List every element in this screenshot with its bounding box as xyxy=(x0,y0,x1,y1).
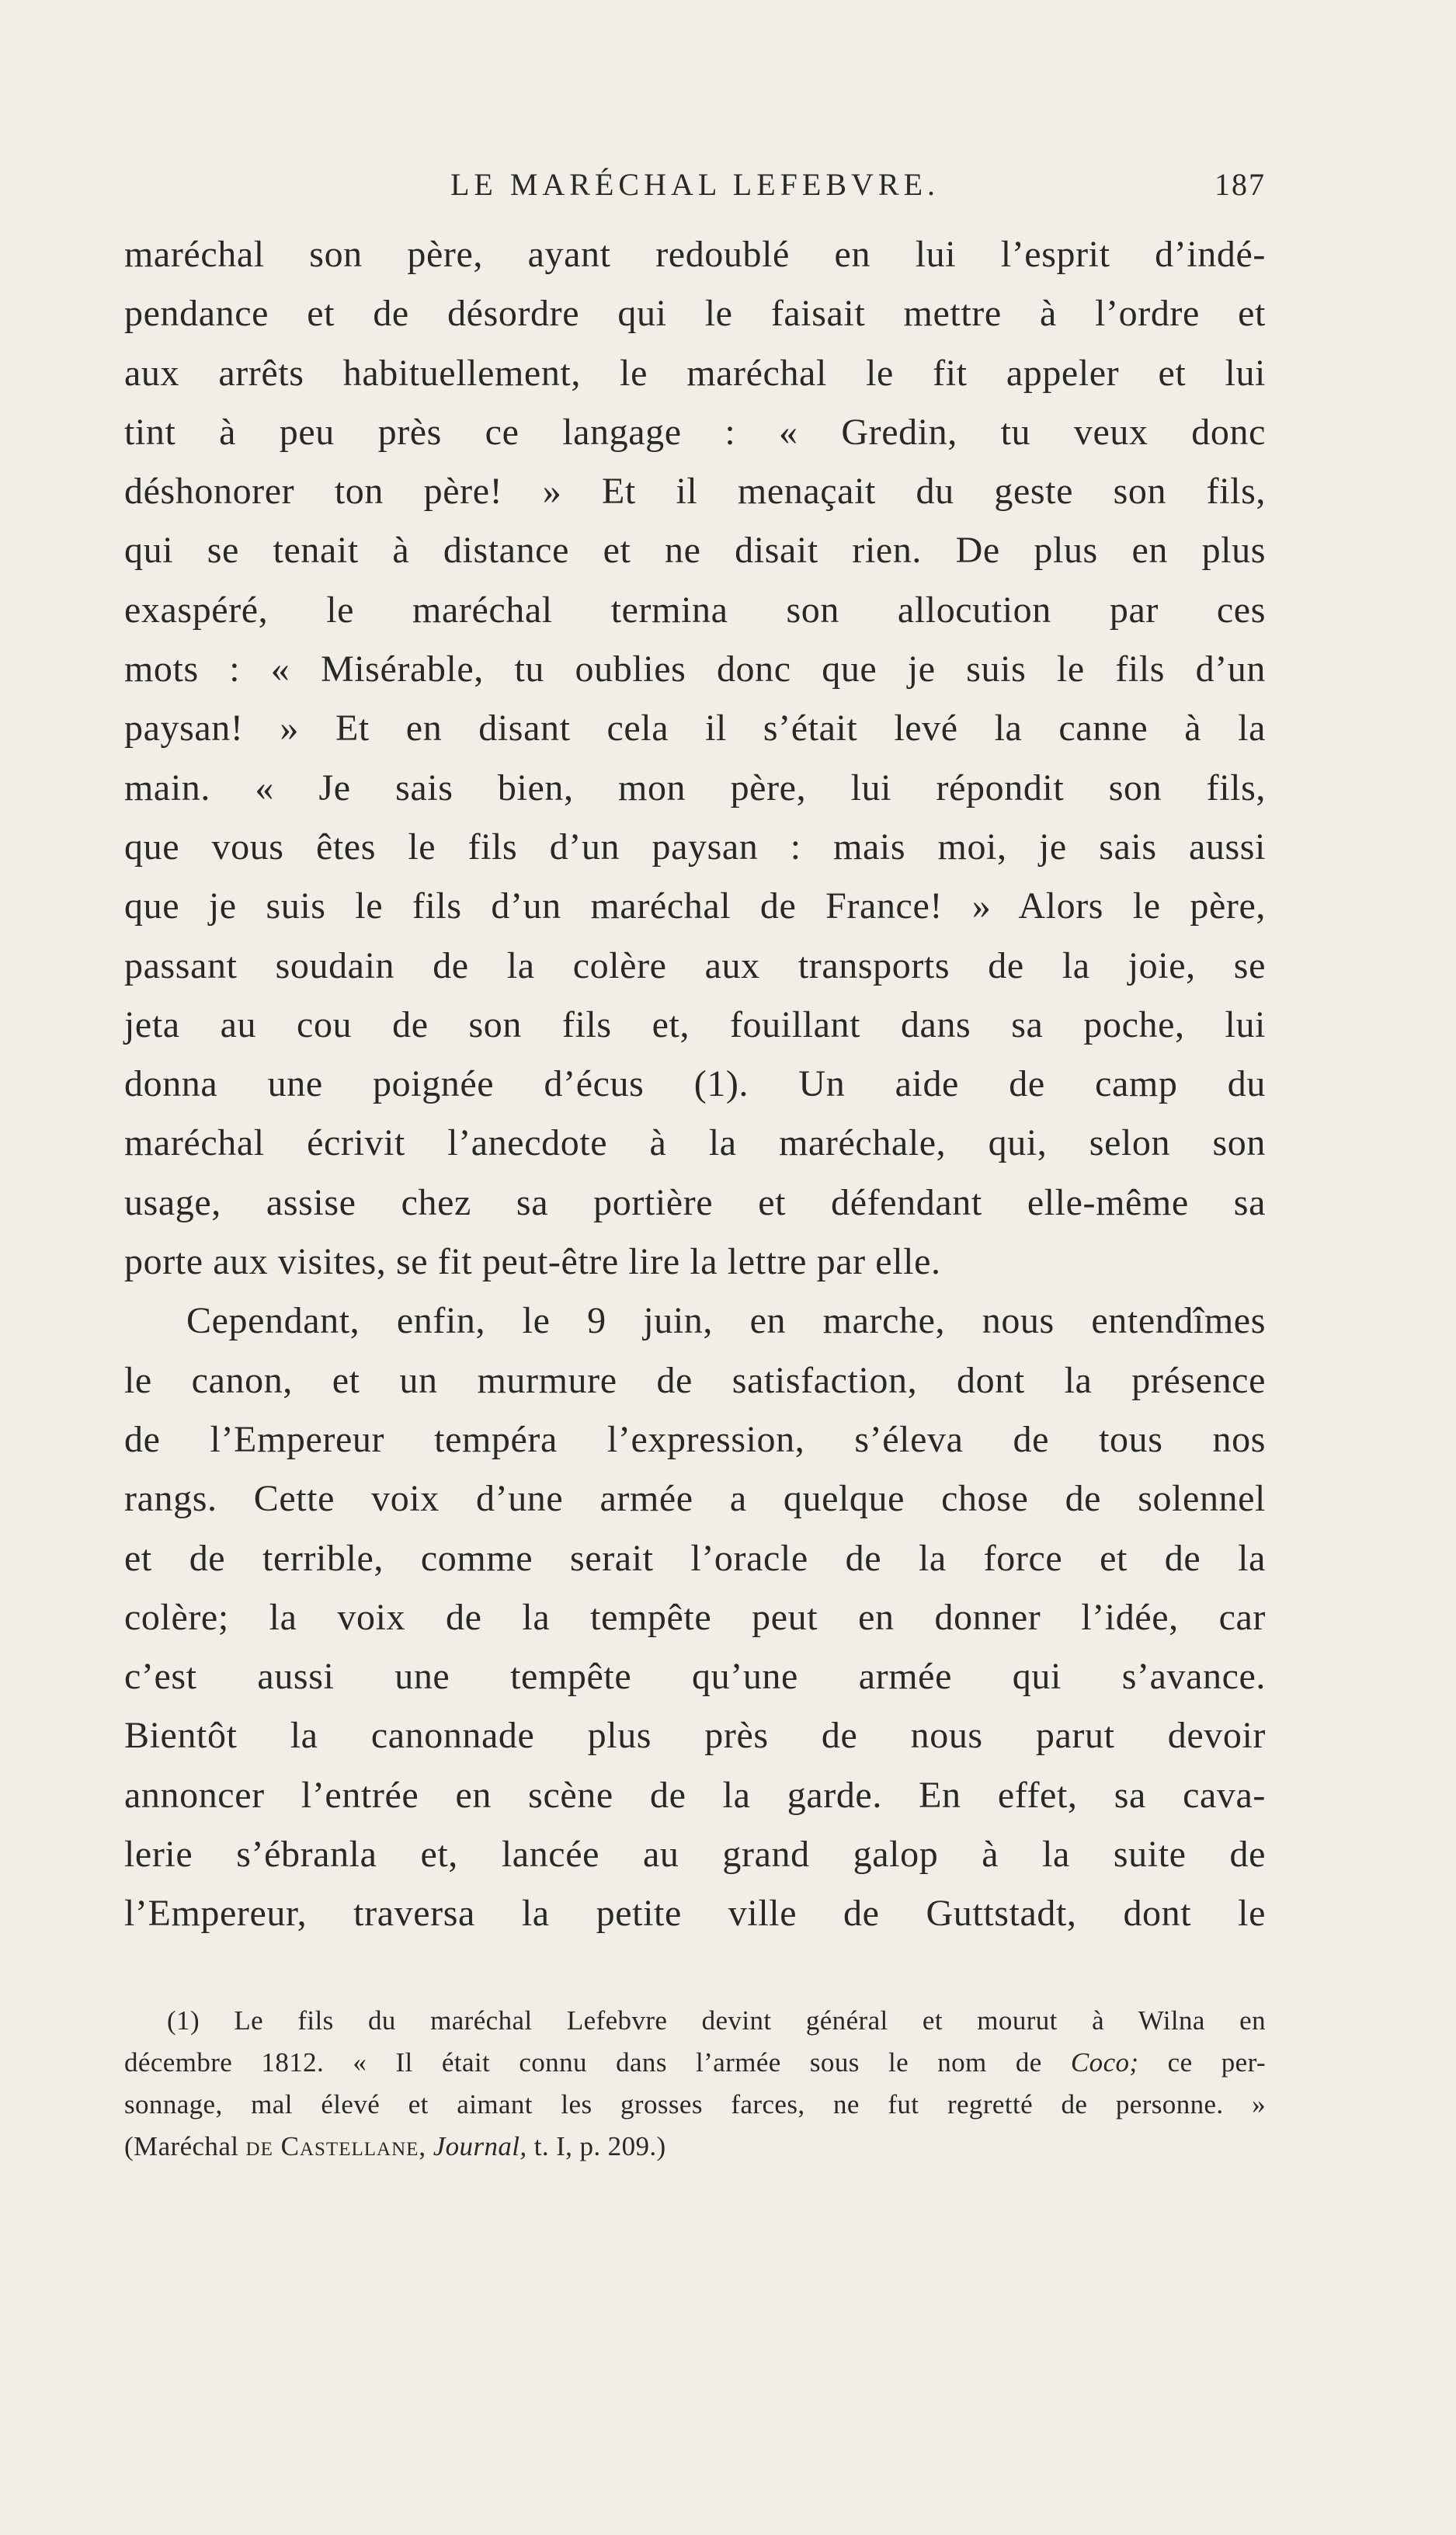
text-line: jeta au cou de son fils et, fouillant dans sa poche, lui xyxy=(124,1003,1266,1045)
text-line: mots : « Misérable, tu oublies donc que je suis le fils d’un xyxy=(124,649,1266,690)
text-line: maréchal son père, ayant redoublé en lui l’esprit d’indé- xyxy=(124,234,1266,275)
text-line: l’Empereur, traversa la petite ville de Guttstadt, dont le xyxy=(124,1893,1266,1935)
paragraph-first-line: Cependant, enfin, le 9 juin, en marche, nous entendîmes xyxy=(186,1300,1266,1342)
text-line: aux arrêts habituellement, le maréchal le fit appeler et lui xyxy=(124,352,1266,394)
body-text xyxy=(124,225,1266,1944)
footnote-italic-nickname: Coco; xyxy=(1070,2047,1139,2078)
text-line: pendance et de désordre qui le faisait mettre à l’ordre et xyxy=(124,293,1266,335)
text-line: le canon, et un murmure de satisfaction, dont la présence xyxy=(124,1359,1266,1401)
text-line: et de terrible, comme serait l’oracle de la force et de la xyxy=(124,1537,1266,1579)
footnote-text: décembre 1812. « Il était connu dans l’armée sous le nom de xyxy=(124,2047,1071,2078)
footnote-line: (1) Le fils du maréchal Lefebvre devint général et mourut à Wilna en xyxy=(167,2005,1266,2036)
running-head xyxy=(124,162,1266,208)
footnote xyxy=(124,2000,1266,2168)
text-line: usage, assise chez sa portière et défendant elle-même sa xyxy=(124,1181,1266,1223)
paragraph-last-line: porte aux visites, se fit peut-être lire la lettre par elle. xyxy=(124,1241,941,1283)
text-line: de l’Empereur tempéra l’expression, s’éleva de tous nos xyxy=(124,1418,1266,1460)
text-line: lerie s’ébranla et, lancée au grand galop à la suite de xyxy=(124,1834,1266,1876)
footnote-line xyxy=(124,2042,1266,2084)
text-line: donna une poignée d’écus (1). Un aide de camp du xyxy=(124,1063,1266,1105)
footnote-text: ce per- xyxy=(1138,2047,1267,2078)
text-line: maréchal écrivit l’anecdote à la maréchale, qui, selon son xyxy=(124,1122,1266,1164)
text-line: qui se tenait à distance et ne disait rien. De plus en plus xyxy=(124,530,1266,572)
text-line: que je suis le fils d’un maréchal de France! » Alors le père, xyxy=(124,885,1266,927)
text-line: exaspéré, le maréchal termina son allocution par ces xyxy=(124,589,1266,631)
citation-separator: , xyxy=(419,2131,433,2161)
text-line: passant soudain de la colère aux transports de la joie, se xyxy=(124,944,1266,986)
citation-work-title: Journal, xyxy=(433,2131,527,2161)
text-line: déshonorer ton père! » Et il menaçait du geste son fils, xyxy=(124,471,1266,513)
text-line: tint à peu près ce langage : « Gredin, tu veux donc xyxy=(124,411,1266,453)
running-title: LE MARÉCHAL LEFEBVRE. xyxy=(450,167,940,202)
text-line: paysan! » Et en disant cela il s’était levé la canne à la xyxy=(124,708,1266,749)
text-line: c’est aussi une tempête qu’une armée qui s’avance. xyxy=(124,1656,1266,1698)
text-line: main. « Je sais bien, mon père, lui répondit son fils, xyxy=(124,767,1266,808)
footnote-citation xyxy=(124,2126,1266,2168)
citation-reference: t. I, p. 209.) xyxy=(526,2131,666,2161)
page-number: 187 xyxy=(1214,167,1266,202)
text-line: annoncer l’entrée en scène de la garde. En effet, sa cava- xyxy=(124,1774,1266,1816)
text-line: colère; la voix de la tempête peut en donner l’idée, car xyxy=(124,1596,1266,1638)
text-line: rangs. Cette voix d’une armée a quelque chose de solennel xyxy=(124,1478,1266,1520)
citation-prefix: (Maréchal xyxy=(124,2131,246,2161)
text-line: Bientôt la canonnade plus près de nous parut devoir xyxy=(124,1715,1266,1757)
citation-author: de Castellane xyxy=(245,2131,419,2161)
text-line: que vous êtes le fils d’un paysan : mais moi, je sais aussi xyxy=(124,826,1266,868)
footnote-line: sonnage, mal élevé et aimant les grosses farces, ne fut regretté de personne. » xyxy=(124,2089,1266,2119)
